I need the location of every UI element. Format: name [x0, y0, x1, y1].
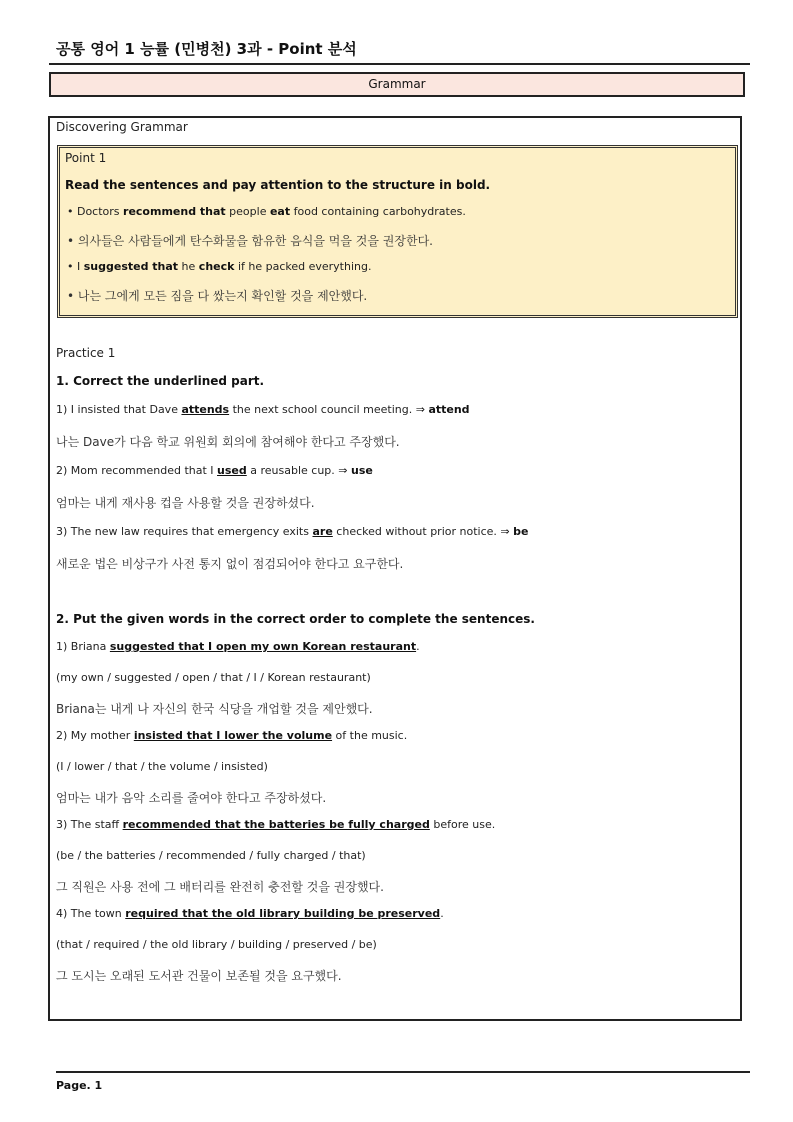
q2-item-4-translation: 그 도시는 오래된 도서관 건물이 보존될 것을 요구했다. — [56, 969, 342, 983]
q1-item-1: 1) I insisted that Dave attends the next school council meeting. ⇒ attend — [56, 403, 470, 416]
point-instruction: Read the sentences and pay attention to the structure in bold. — [65, 178, 491, 192]
q2-item-1: 1) Briana suggested that I open my own Korean restaurant. — [56, 640, 420, 653]
q2-item-3-translation: 그 직원은 사용 전에 그 배터리를 완전히 충전할 것을 권장했다. — [56, 880, 384, 894]
header-rule — [49, 63, 750, 65]
question-2-title: 2. Put the given words in the correct order to complete the sentences. — [56, 612, 535, 626]
section-header-grammar: Grammar — [49, 72, 745, 97]
footer-rule — [56, 1071, 750, 1073]
q1-item-1-translation: 나는 Dave가 다음 학교 위원회 회의에 참여해야 한다고 주장했다. — [56, 435, 400, 449]
q1-item-3: 3) The new law requires that emergency exits are checked without prior notice. ⇒ be — [56, 525, 529, 538]
q1-item-2-translation: 엄마는 내게 재사용 컵을 사용할 것을 권장하셨다. — [56, 496, 315, 510]
q2-item-3: 3) The staff recommended that the batteries be fully charged before use. — [56, 818, 496, 831]
example-sentence-1: • Doctors recommend that people eat food containing carbohydrates. — [67, 205, 466, 218]
page-number: Page. 1 — [56, 1079, 103, 1092]
discovering-title: Discovering Grammar — [56, 120, 188, 134]
q2-item-2: 2) My mother insisted that I lower the volume of the music. — [56, 729, 408, 742]
q2-item-2-translation: 엄마는 내가 음악 소리를 줄여야 한다고 주장하셨다. — [56, 791, 327, 805]
q2-item-1-words: (my own / suggested / open / that / I / Korean restaurant) — [56, 671, 371, 684]
q2-item-1-translation: Briana는 내게 나 자신의 한국 식당을 개업할 것을 제안했다. — [56, 702, 373, 716]
q2-item-4: 4) The town required that the old library building be preserved. — [56, 907, 444, 920]
example-translation-2: • 나는 그에게 모든 짐을 다 쌌는지 확인할 것을 제안했다. — [67, 289, 368, 303]
question-1-title: 1. Correct the underlined part. — [56, 374, 265, 388]
page-title: 공통 영어 1 능률 (민병천) 3과 - Point 분석 — [56, 40, 357, 58]
q2-item-4-words: (that / required / the old library / building / preserved / be) — [56, 938, 377, 951]
q2-item-2-words: (I / lower / that / the volume / insisted) — [56, 760, 268, 773]
example-sentence-2: • I suggested that he check if he packed everything. — [67, 260, 372, 273]
practice-title: Practice 1 — [56, 346, 116, 360]
q1-item-2: 2) Mom recommended that I used a reusable cup. ⇒ use — [56, 464, 373, 477]
q2-item-3-words: (be / the batteries / recommended / fully charged / that) — [56, 849, 366, 862]
example-translation-1: • 의사들은 사람들에게 탄수화물을 함유한 음식을 먹을 것을 권장한다. — [67, 234, 433, 248]
point-title: Point 1 — [65, 151, 107, 165]
q1-item-3-translation: 새로운 법은 비상구가 사전 통지 없이 점검되어야 한다고 요구한다. — [56, 557, 404, 571]
